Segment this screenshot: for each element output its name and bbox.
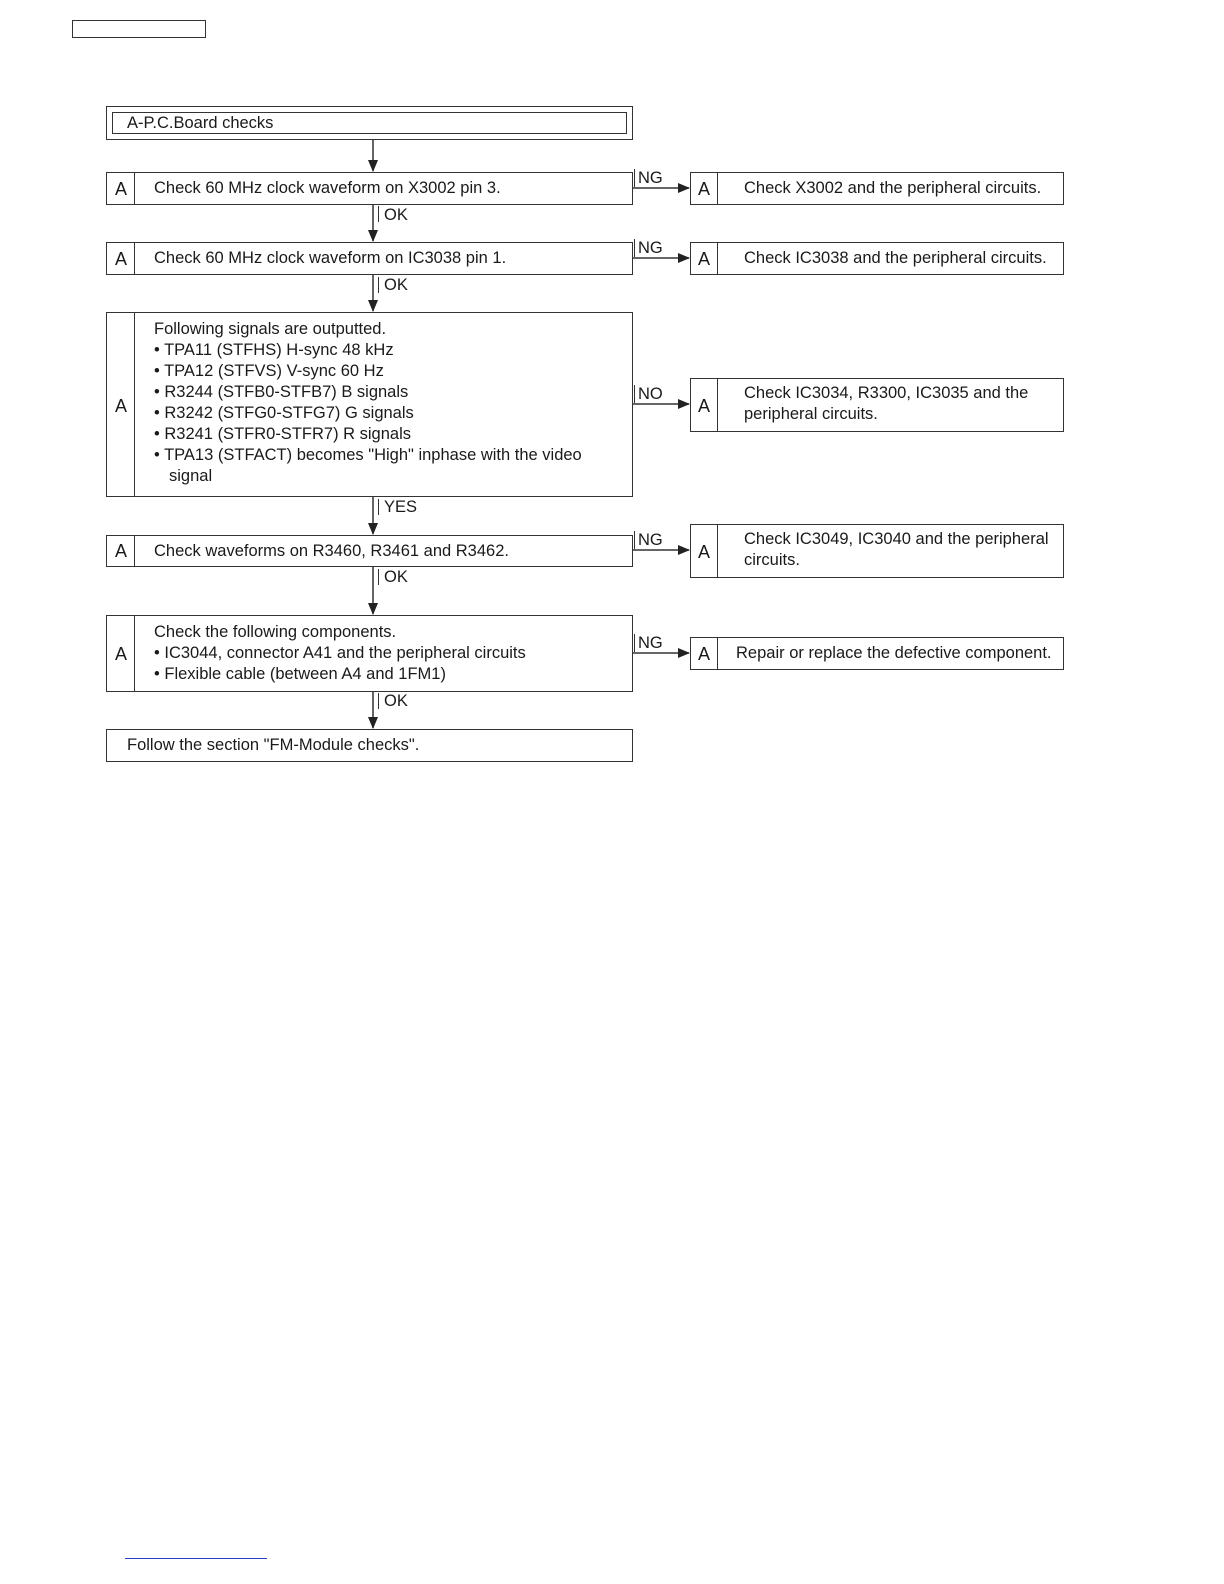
step4-box xyxy=(106,535,633,567)
ok-tick-1 xyxy=(378,206,379,222)
section-tag: A xyxy=(698,179,711,199)
fix2-text: Check IC3038 and the peripheral circuits. xyxy=(744,249,1047,267)
no-tick xyxy=(634,385,635,403)
fix1-box xyxy=(690,172,1064,205)
ng-label-4: NG xyxy=(638,531,663,549)
ng-tick-1 xyxy=(634,169,635,187)
ok-label-1: OK xyxy=(384,206,408,224)
step3-line: Following signals are outputted. xyxy=(154,320,387,338)
fix1-text: Check X3002 and the peripheral circuits. xyxy=(744,179,1042,197)
ok-label-2: OK xyxy=(384,276,408,294)
step5-line: • Flexible cable (between A4 and 1FM1) xyxy=(154,665,446,683)
section-tag: A xyxy=(115,644,128,664)
step3-line: • R3242 (STFG0-STFG7) G signals xyxy=(154,404,414,422)
step3-box xyxy=(106,312,633,497)
fix4-box xyxy=(690,524,1064,578)
step5-box xyxy=(106,615,633,692)
ok-label-3: OK xyxy=(384,568,408,586)
section-tag: A xyxy=(698,542,711,562)
step4-text: Check waveforms on R3460, R3461 and R3462. xyxy=(154,542,509,560)
step2-text: Check 60 MHz clock waveform on IC3038 pin 1. xyxy=(154,249,507,267)
ok-label-4: OK xyxy=(384,692,408,710)
ng-label-5: NG xyxy=(638,634,663,652)
ng-tick-5 xyxy=(634,634,635,652)
step3-line: signal xyxy=(169,467,213,485)
step3-line: • TPA12 (STFVS) V-sync 60 Hz xyxy=(154,362,384,380)
ng-label-1: NG xyxy=(638,169,663,187)
section-tag: A xyxy=(115,541,128,561)
step3-line: • TPA13 (STFACT) becomes "High" inphase with the video xyxy=(154,446,582,464)
section-tag: A xyxy=(115,396,128,416)
step5-line: • IC3044, connector A41 and the peripheral circuits xyxy=(154,644,526,662)
ok-tick-3 xyxy=(378,569,379,585)
ng-label-2: NG xyxy=(638,239,663,257)
section-tag: A xyxy=(698,396,711,416)
no-label: NO xyxy=(638,385,663,403)
fix3-line: peripheral circuits. xyxy=(744,405,878,423)
fix4-line: Check IC3049, IC3040 and the peripheral xyxy=(744,530,1049,548)
ng-tick-4 xyxy=(634,531,635,549)
footer-rule xyxy=(125,1558,267,1559)
fix3-line: Check IC3034, R3300, IC3035 and the xyxy=(744,384,1029,402)
fix2-box xyxy=(690,242,1064,275)
step1-box xyxy=(106,172,633,205)
ok-tick-4 xyxy=(378,693,379,709)
fix5-text: Repair or replace the defective component. xyxy=(736,644,1052,662)
step2-box xyxy=(106,242,633,275)
step3-line: • TPA11 (STFHS) H-sync 48 kHz xyxy=(154,341,394,359)
final-box xyxy=(106,729,633,762)
yes-tick xyxy=(378,499,379,515)
fix5-box xyxy=(690,637,1064,670)
step3-line: • R3241 (STFR0-STFR7) R signals xyxy=(154,425,412,443)
step5-line: Check the following components. xyxy=(154,623,397,641)
section-tag: A xyxy=(698,644,711,664)
title-box xyxy=(106,106,633,140)
fix4-line: circuits. xyxy=(744,551,800,569)
step1-text: Check 60 MHz clock waveform on X3002 pin 3. xyxy=(154,179,501,197)
yes-label: YES xyxy=(384,498,418,516)
title-text: A-P.C.Board checks xyxy=(127,114,274,132)
final-text: Follow the section "FM-Module checks". xyxy=(127,736,420,754)
section-tag: A xyxy=(115,249,128,269)
step3-line: • R3244 (STFB0-STFB7) B signals xyxy=(154,383,409,401)
section-tag: A xyxy=(698,249,711,269)
fix3-box xyxy=(690,378,1064,432)
ok-tick-2 xyxy=(378,277,379,293)
ng-tick-2 xyxy=(634,239,635,257)
section-tag: A xyxy=(115,179,128,199)
